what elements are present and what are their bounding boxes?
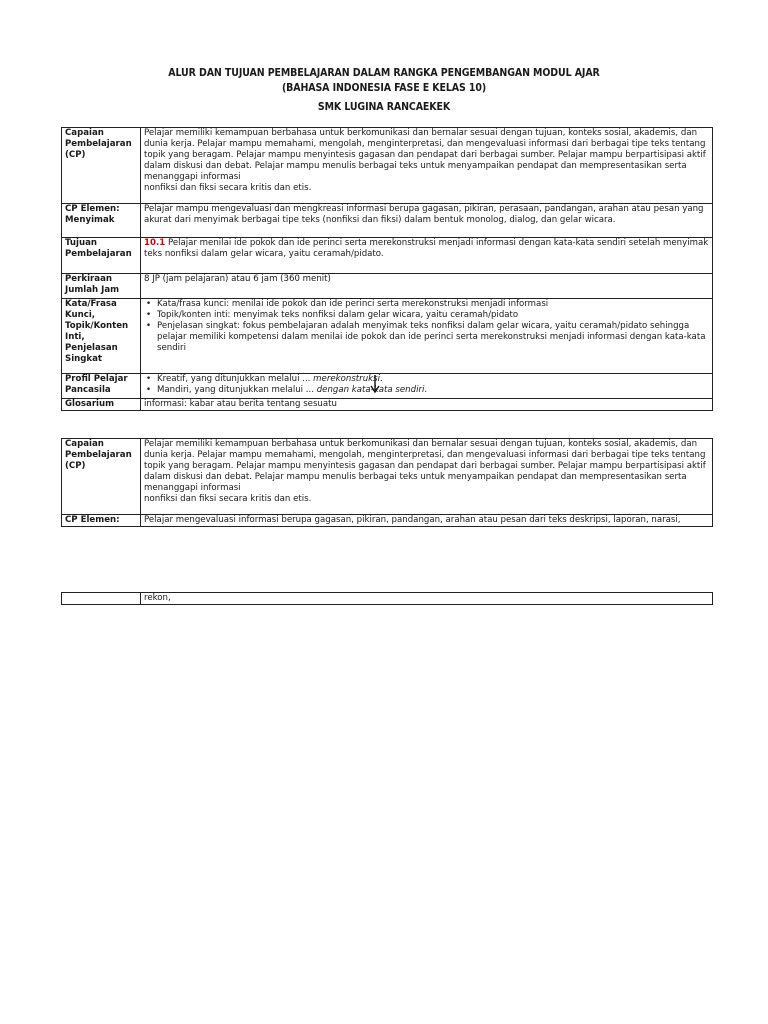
arrow-down-icon [370, 375, 380, 393]
cp-text-tail: nonfiksi dan fiksi secara kritis dan etis. [144, 183, 312, 194]
cp-elemen-label: CP Elemen: [62, 515, 141, 527]
learning-objectives-table [61, 127, 713, 411]
table-row [62, 299, 713, 374]
cp-text-tail: nonfiksi dan fiksi secara kritis dan etis. [144, 494, 312, 505]
table-row [62, 274, 713, 299]
profil-cell [141, 374, 713, 399]
fragment-text: rekon, [141, 593, 713, 605]
cp-label: Capaian Pembelajaran (CP) [62, 439, 141, 515]
jam-text: 8 JP (jam pelajaran) atau 6 jam (360 menit) [141, 274, 713, 299]
kata-kunci-label: Kata/Frasa Kunci, Topik/Konten Inti, Penjelasan Singkat [62, 299, 141, 374]
tujuan-code: 10.1 [144, 238, 166, 248]
table-row [62, 399, 713, 411]
table-row [62, 238, 713, 274]
cp-elemen-label: CP Elemen: Menyimak [62, 204, 141, 238]
tujuan-text-main: Pelajar menilai ide pokok dan ide perinci serta merekonstruksi menjadi informasi dengan kata-kata sendiri setelah menyimak [165, 238, 709, 248]
empty-label-cell [62, 593, 141, 605]
cp-text-main: Pelajar memiliki kemampuan berbahasa untuk berkomunikasi dan bernalar sesuai dengan tujuan, konteks sosial, akademis, dan dunia kerja. Pelajar mampu memahami, mengolah, menginterpretasi, dan mengevaluasi informasi dari berbagai tipe teks tentang topik yang beragam. Pelajar mampu menyintesis gagasan dan pendapat dari berbagai sumber. Pelajar mampu berpartisipasi aktif dalam diskusi dan debat. Pelajar mampu menulis berbagai teks untuk menyampaikan pendapat dan mempresentasikan serta menanggapi informasi [144, 128, 706, 183]
list-item: • Kata/frasa kunci: menilai ide pokok dan ide perinci serta merekonstruksi menjadi informasi [144, 299, 709, 310]
glosarium-text: informasi: kabar atau berita tentang sesuatu [141, 399, 713, 411]
kata-kunci-list [144, 299, 709, 354]
learning-objectives-table-2 [61, 438, 713, 527]
cp-elemen-text-tail: akurat dari menyimak berbagai tipe teks (nonfiksi dan fiksi) dalam bentuk monolog, dialog, dan gelar wicara. [144, 215, 616, 226]
list-item: • Topik/konten inti: menyimak teks nonfiksi dalam gelar wicara, yaitu ceramah/pidato [144, 310, 709, 321]
cp-elemen-text: Pelajar mengevaluasi informasi berupa gagasan, pikiran, pandangan, arahan atau pesan dari teks deskripsi, laporan, narasi, [141, 515, 713, 527]
list-item: • Mandiri, yang ditunjukkan melalui ... dengan kata-kata sendiri. [144, 385, 709, 396]
tujuan-text-tail: teks nonfiksi dalam gelar wicara, yaitu ceramah/pidato. [144, 249, 384, 260]
school-name: SMK LUGINA RANCAEKEK [317, 101, 451, 113]
cp-elemen-text [141, 204, 713, 238]
profil-emphasis: dengan kata-kata sendiri [316, 385, 425, 396]
tujuan-text [141, 238, 713, 274]
cp-text-main: Pelajar memiliki kemampuan berbahasa untuk berkomunikasi dan bernalar sesuai dengan tujuan, konteks sosial, akademis, dan dunia kerja. Pelajar mampu memahami, mengolah, menginterpretasi, dan mengevaluasi informasi dari berbagai tipe teks tentang topik yang beragam. Pelajar mampu menyintesis gagasan dan pendapat dari berbagai sumber. Pelajar mampu berpartisipasi aktif dalam diskusi dan debat. Pelajar mampu menulis berbagai teks untuk menyampaikan pendapat dan mempresentasikan serta menanggapi informasi [144, 439, 706, 494]
table-row [62, 204, 713, 238]
document-title: ALUR DAN TUJUAN PEMBELAJARAN DALAM RANGKA PENGEMBANGAN MODUL AJAR [168, 67, 600, 79]
table-row [62, 439, 713, 515]
cp-label: Capaian Pembelajaran (CP) [62, 128, 141, 204]
kata-kunci-cell [141, 299, 713, 374]
profil-list [144, 374, 709, 396]
table-row [62, 593, 713, 605]
table-row [62, 515, 713, 527]
profil-emphasis: merekonstruksi [313, 374, 380, 384]
cp-elemen-text-main: Pelajar mampu mengevaluasi dan mengkreasi informasi berupa gagasan, pikiran, perasaan, pandangan, arahan atau pesan yang [144, 204, 704, 214]
tujuan-label: Tujuan Pembelajaran [62, 238, 141, 274]
list-item: • Penjelasan singkat: fokus pembelajaran adalah menyimak teks nonfiksi dalam gelar wicara, yaitu ceramah/pidato sehingga pelajar memiliki kompetensi dalam menilai ide pokok dan ide perinci serta merekonstruksi menjadi informasi dengan kata-kata sendiri [144, 321, 709, 354]
document-subtitle: (BAHASA INDONESIA FASE E KELAS 10) [281, 82, 487, 94]
list-item: • Kreatif, yang ditunjukkan melalui ... merekonstruksi. [144, 374, 709, 385]
glosarium-label: Glosarium [62, 399, 141, 411]
profil-label: Profil Pelajar Pancasila [62, 374, 141, 399]
jam-label: Perkiraan Jumlah Jam [62, 274, 141, 299]
fragment-table [61, 592, 713, 605]
table-row [62, 128, 713, 204]
cp-text [141, 128, 713, 204]
table-row [62, 374, 713, 399]
cp-text [141, 439, 713, 515]
